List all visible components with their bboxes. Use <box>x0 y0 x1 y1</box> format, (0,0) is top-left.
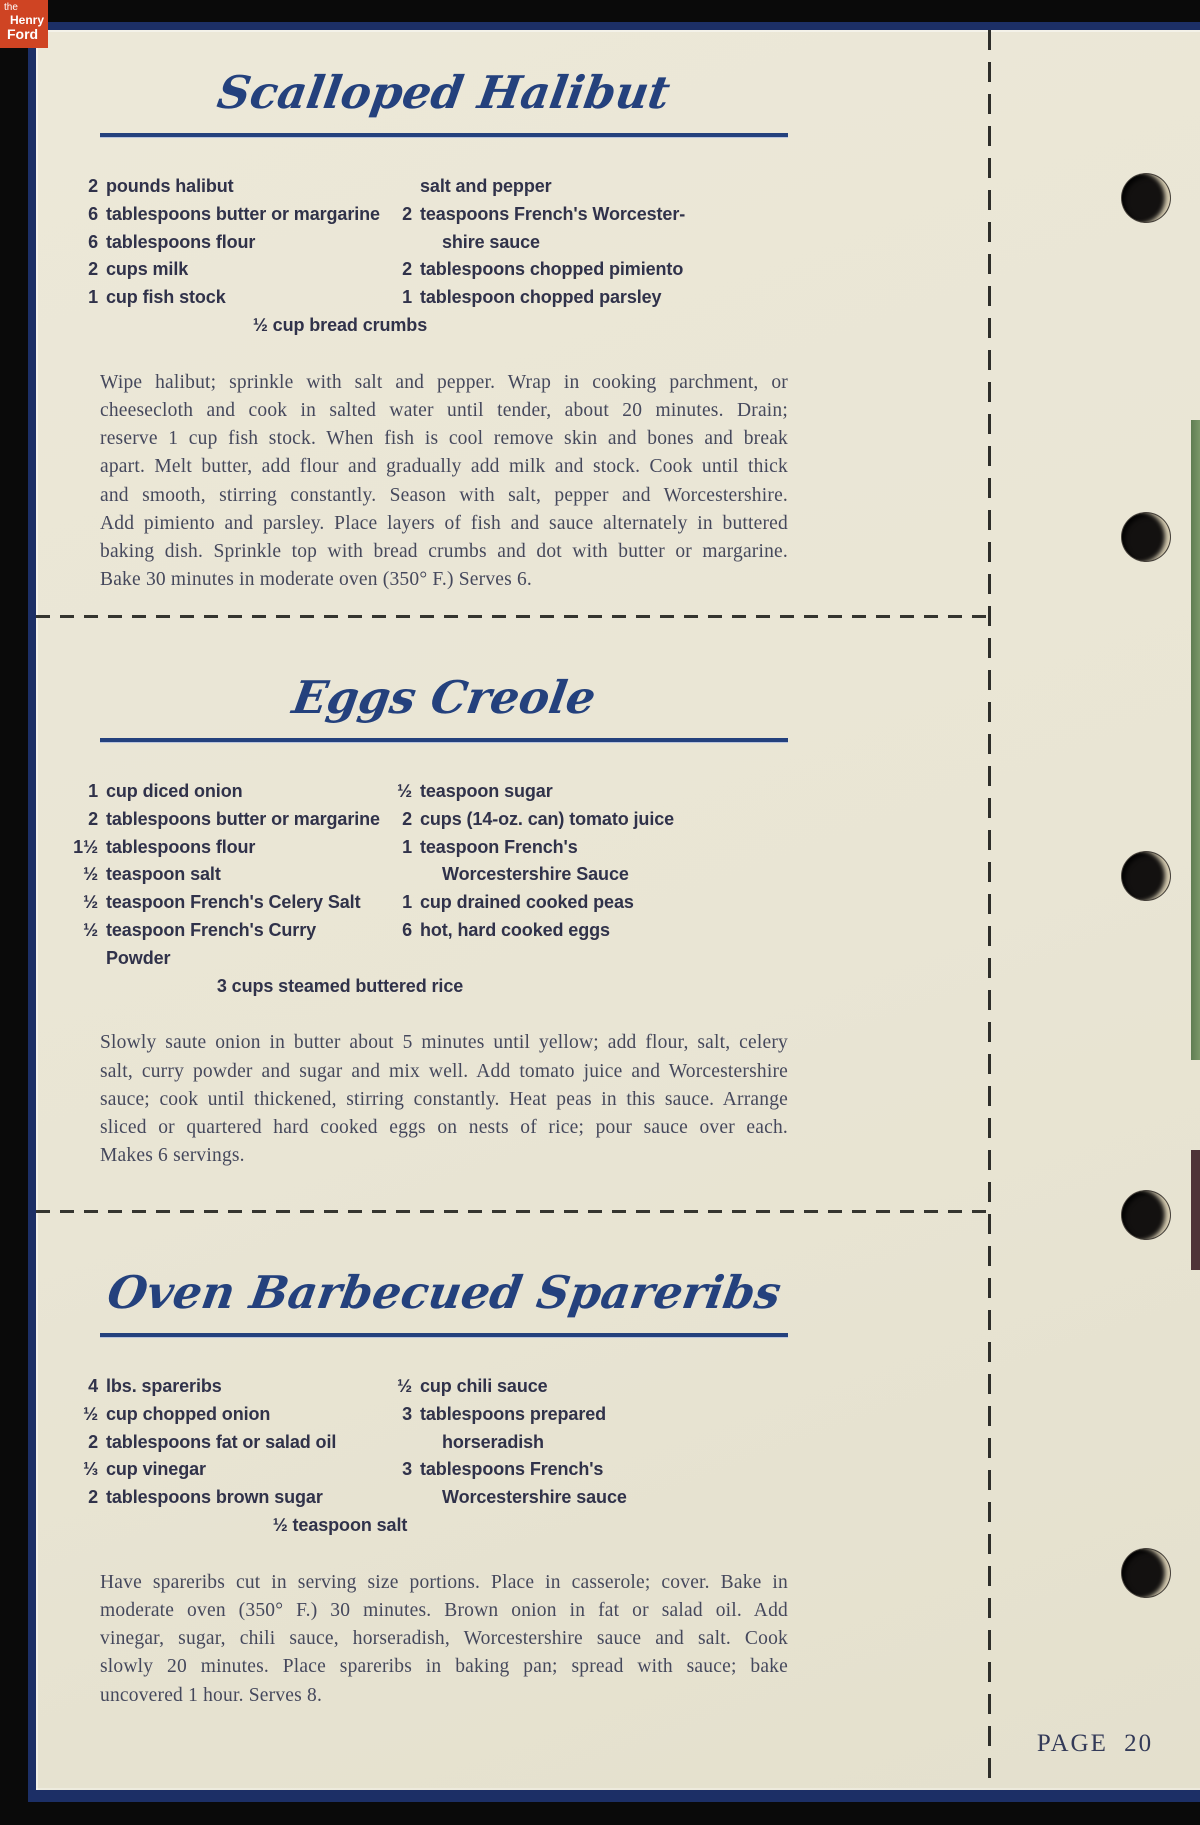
ingredient-row <box>380 806 788 834</box>
ingredient-text: teaspoon French's Celery Salt <box>106 892 361 913</box>
ingredient-quantity: 2 <box>402 259 412 280</box>
ingredient-list <box>66 1373 788 1512</box>
ingredient-row <box>380 1484 788 1512</box>
binder-edge-green-strip <box>1191 420 1200 1060</box>
instruction-line: baking dish. Sprinkle top with bread crumbs and dot with butter or margarine. <box>100 541 788 562</box>
ingredient-text: cups (14-oz. can) tomato juice <box>420 808 675 829</box>
page-number: PAGE 20 <box>1036 1730 1154 1757</box>
ingredient-row <box>380 1401 788 1429</box>
ingredient-row <box>380 256 788 284</box>
instruction-line: Slowly saute onion in butter about 5 minutes until yellow; add flour, salt, celery <box>100 1032 788 1054</box>
ingredient-text: Worcestershire sauce <box>442 1487 627 1508</box>
ingredient-quantity: 4 <box>88 1376 98 1396</box>
henry-ford-logo <box>0 0 48 48</box>
ingredient-quantity: 1 <box>88 781 98 801</box>
ingredient-row <box>66 229 380 257</box>
instruction-line: reserve 1 cup fish stock. When fish is cool remove skin and bones and break <box>100 428 788 450</box>
ingredient-text: cup fish stock <box>106 287 226 308</box>
recipe-title: Oven Barbecued Spareribs <box>103 1266 785 1319</box>
punch-hole-3 <box>1122 852 1170 900</box>
ingredient-row <box>66 173 380 201</box>
ingredient-quantity <box>380 173 420 201</box>
ingredient-text: teaspoons French's Worcester- <box>420 203 686 224</box>
recipe-section-scalloped-halibut <box>88 66 788 594</box>
punch-hole-1 <box>1122 174 1170 222</box>
ingredient-row <box>380 834 788 862</box>
instruction-line: and smooth, stirring constantly. Season with salt, pepper and Worcestershire. <box>100 484 788 506</box>
ingredient-row <box>380 889 788 917</box>
ingredient-text: tablespoon chopped parsley <box>420 287 662 308</box>
ingredient-row <box>66 201 380 229</box>
instruction-line: Wipe halibut; sprinkle with salt and pepper. Wrap in cooking parchment, or <box>100 371 788 393</box>
ingredient-quantity <box>380 1484 420 1512</box>
ingredient-quantity: 1 <box>402 892 412 913</box>
ingredient-quantity: ½ <box>83 919 98 940</box>
ingredient-text: teaspoon salt <box>106 864 221 885</box>
ingredient-text: cup chopped onion <box>106 1403 271 1424</box>
ingredient-list <box>66 173 788 312</box>
ingredient-column-left <box>66 778 380 973</box>
ingredient-quantity: 6 <box>88 203 98 224</box>
ingredient-row <box>66 284 380 312</box>
ingredient-row <box>380 201 788 229</box>
ingredient-quantity: ½ <box>83 892 98 913</box>
ingredient-text: tablespoons flour <box>106 836 256 857</box>
ingredient-row <box>380 229 788 257</box>
ingredient-quantity: ½ <box>397 1376 412 1396</box>
ingredient-quantity: 1 <box>402 836 412 857</box>
ingredient-text: cup chili sauce <box>420 1376 548 1396</box>
instructions-paragraph <box>100 1569 788 1710</box>
ingredient-text: teaspoon French's Curry Powder <box>106 919 317 968</box>
ingredient-quantity: 2 <box>88 1431 98 1452</box>
instruction-line: sauce; cook until thickened, stirring constantly. Heat peas in this sauce. Arrange <box>100 1088 788 1110</box>
ingredient-quantity: 2 <box>402 203 412 224</box>
ingredient-text: tablespoons fat or salad oil <box>106 1431 337 1452</box>
ingredient-quantity: 1½ <box>73 836 98 857</box>
instructions-paragraph <box>100 1029 788 1170</box>
ingredient-quantity: 6 <box>402 919 412 940</box>
ingredient-text: Worcestershire Sauce <box>442 864 629 885</box>
instruction-line: apart. Melt butter, add flour and gradually add milk and stock. Cook until thick <box>100 456 788 478</box>
title-rule <box>100 1333 788 1337</box>
logo-henry: Henry <box>10 13 45 27</box>
ingredient-text: pounds halibut <box>106 176 234 196</box>
ingredient-row <box>66 889 380 917</box>
ingredient-list <box>66 778 788 973</box>
ingredient-row <box>380 917 788 945</box>
logo-ford: Ford <box>7 26 39 42</box>
punch-hole-4 <box>1122 1191 1170 1239</box>
ingredient-row <box>380 1429 788 1457</box>
ingredient-row <box>66 806 380 834</box>
ingredient-text: teaspoon French's <box>420 836 578 857</box>
ingredient-quantity: 1 <box>88 287 98 308</box>
punch-hole-2 <box>1122 513 1170 561</box>
ingredient-column-right <box>380 778 788 973</box>
instruction-line: salt, curry powder and sugar and mix well. Add tomato juice and Worcestershire <box>100 1060 788 1082</box>
ingredient-quantity: ½ <box>83 864 98 885</box>
ingredient-quantity <box>380 229 420 257</box>
ingredient-quantity: 2 <box>88 176 98 196</box>
instruction-line: uncovered 1 hour. Serves 8. <box>100 1684 323 1706</box>
ingredient-quantity: 2 <box>88 259 98 280</box>
ingredient-row <box>66 1429 380 1457</box>
ingredient-quantity: 1 <box>402 287 412 308</box>
ingredient-text: lbs. spareribs <box>106 1376 222 1396</box>
ingredient-center-line: ½ cup bread crumbs <box>252 314 428 335</box>
instructions-paragraph <box>100 369 788 595</box>
ingredient-quantity: ½ <box>397 781 412 801</box>
ingredient-quantity: ½ <box>83 1403 98 1424</box>
ingredient-column-right <box>380 173 788 312</box>
ingredient-row <box>66 1401 380 1429</box>
instruction-line: moderate oven (350° F.) 30 minutes. Brown onion in fat or salad oil. Add <box>100 1599 788 1621</box>
instruction-line: slowly 20 minutes. Place spareribs in baking pan; spread with sauce; bake <box>100 1656 788 1678</box>
dashed-section-divider <box>36 615 988 618</box>
instruction-line: cheesecloth and cook in salted water until tender, about 20 minutes. Drain; <box>100 399 788 421</box>
instruction-line: Bake 30 minutes in moderate oven (350° F.) Serves 6. <box>100 569 533 591</box>
ingredient-quantity <box>380 861 420 889</box>
ingredient-text: tablespoons butter or margarine <box>106 203 380 224</box>
punch-hole-5 <box>1122 1549 1170 1597</box>
ingredient-text: horseradish <box>442 1431 544 1452</box>
ingredient-text: tablespoons brown sugar <box>106 1487 323 1508</box>
instruction-line: Have spareribs cut in serving size portions. Place in casserole; cover. Bake in <box>100 1571 788 1593</box>
dashed-section-divider <box>36 1210 988 1213</box>
instruction-line: vinegar, sugar, chili sauce, horseradish, Worcestershire sauce and salt. Cook <box>100 1628 788 1650</box>
ingredient-text: cup diced onion <box>106 781 243 801</box>
recipe-section-eggs-creole <box>73 671 788 1170</box>
ingredient-text: cup vinegar <box>106 1459 206 1480</box>
ingredient-column-right <box>380 1373 788 1512</box>
ingredient-column-left <box>66 173 380 312</box>
recipe-section-oven-barbecued-spareribs <box>83 1266 788 1710</box>
ingredient-text: cup drained cooked peas <box>420 892 634 913</box>
ingredient-row <box>66 256 380 284</box>
ingredient-row <box>380 1456 788 1484</box>
instruction-line: Makes 6 servings. <box>100 1145 245 1167</box>
ingredient-text: cups milk <box>106 259 189 280</box>
ingredient-text: shire sauce <box>442 231 540 252</box>
ingredient-row <box>66 917 380 973</box>
ingredient-row <box>380 1373 788 1401</box>
ingredient-quantity: 3 <box>402 1459 412 1480</box>
title-rule <box>100 133 788 137</box>
ingredient-text: tablespoons chopped pimiento <box>420 259 684 280</box>
ingredient-row <box>66 834 380 862</box>
logo-the: the <box>4 2 18 13</box>
ingredient-row <box>380 284 788 312</box>
ingredient-quantity: 2 <box>402 808 412 829</box>
ingredient-row <box>380 173 788 201</box>
ingredient-quantity: ⅓ <box>83 1459 98 1480</box>
ingredient-quantity: 6 <box>88 231 98 252</box>
ingredient-text: tablespoons butter or margarine <box>106 808 380 829</box>
ingredient-quantity: 2 <box>88 808 98 829</box>
recipe-title: Eggs Creole <box>288 671 600 724</box>
ingredient-quantity <box>380 1429 420 1457</box>
ingredient-center-line: ½ teaspoon salt <box>272 1514 408 1535</box>
vertical-dashed-line <box>988 30 991 1788</box>
ingredient-quantity: 2 <box>88 1487 98 1508</box>
ingredient-quantity: 3 <box>402 1403 412 1424</box>
ingredient-column-left <box>66 1373 380 1512</box>
ingredient-row <box>380 861 788 889</box>
ingredient-text: tablespoons French's <box>420 1459 604 1480</box>
ingredient-text: salt and pepper <box>420 176 552 196</box>
binder-edge-maroon-strip <box>1191 1150 1200 1270</box>
instruction-line: sliced or quartered hard cooked eggs on nests of rice; pour sauce over each. <box>100 1116 788 1138</box>
recipe-title: Scalloped Halibut <box>214 66 674 119</box>
ingredient-text: tablespoons flour <box>106 231 256 252</box>
ingredient-row <box>66 1456 380 1484</box>
title-rule <box>100 738 788 742</box>
ingredient-text: teaspoon sugar <box>420 781 553 801</box>
instruction-line: Add pimiento and parsley. Place layers of fish and sauce alternately in buttered <box>100 512 788 534</box>
ingredient-row <box>380 778 788 806</box>
ingredient-row <box>66 1484 380 1512</box>
ingredient-text: hot, hard cooked eggs <box>420 919 610 940</box>
ingredient-row <box>66 1373 380 1401</box>
ingredient-row <box>66 861 380 889</box>
ingredient-text: tablespoons prepared <box>420 1403 607 1424</box>
ingredient-row <box>66 778 380 806</box>
ingredient-center-line: 3 cups steamed buttered rice <box>216 975 464 996</box>
